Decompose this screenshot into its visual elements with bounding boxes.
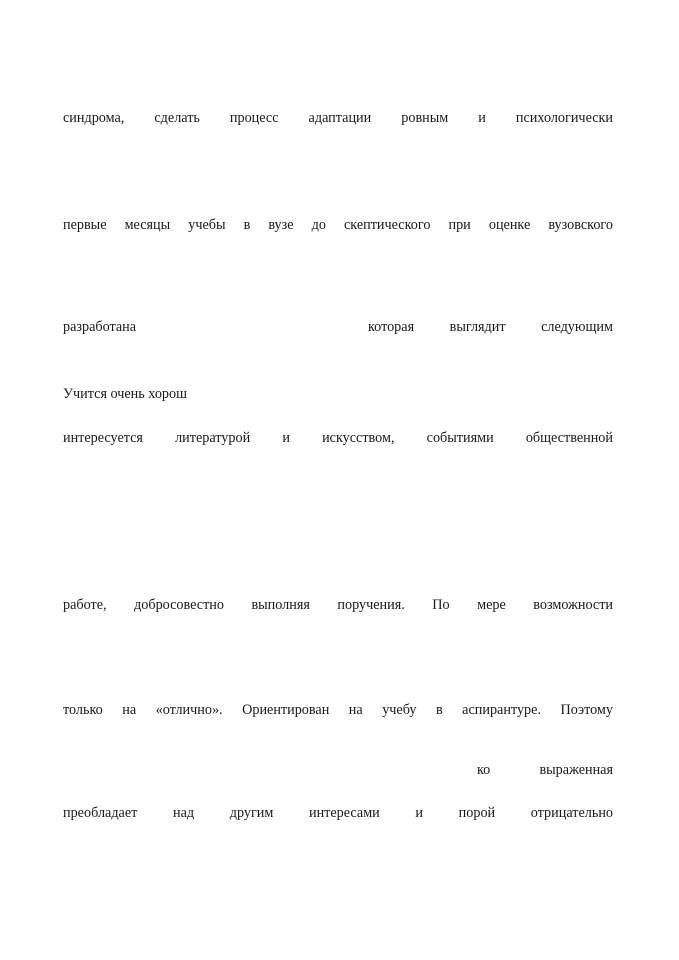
text-fragment: разработана — [63, 319, 137, 335]
text-line — [63, 761, 613, 779]
text-fragment: ко выраженная — [477, 762, 613, 778]
text-line: синдрома, сделать процесс адаптации ровным и психологически — [63, 110, 613, 126]
text-line: Учится очень хорош — [63, 386, 188, 402]
text-line: интересуется литературой и искусством, событиями общественной — [63, 430, 613, 446]
text-line: работе, добросовестно выполняя поручения. По мере возможности — [63, 597, 613, 613]
text-line: преобладает над другим интересами и порой отрицательно — [63, 805, 613, 821]
text-fragment: которая выглядит следующим — [368, 319, 613, 335]
text-line: только на «отлично». Ориентирован на учебу в аспирантуре. Поэтому — [63, 702, 613, 718]
text-line: первые месяцы учебы в вузе до скептического при оценке вузовского — [63, 217, 613, 233]
text-line — [63, 318, 613, 336]
